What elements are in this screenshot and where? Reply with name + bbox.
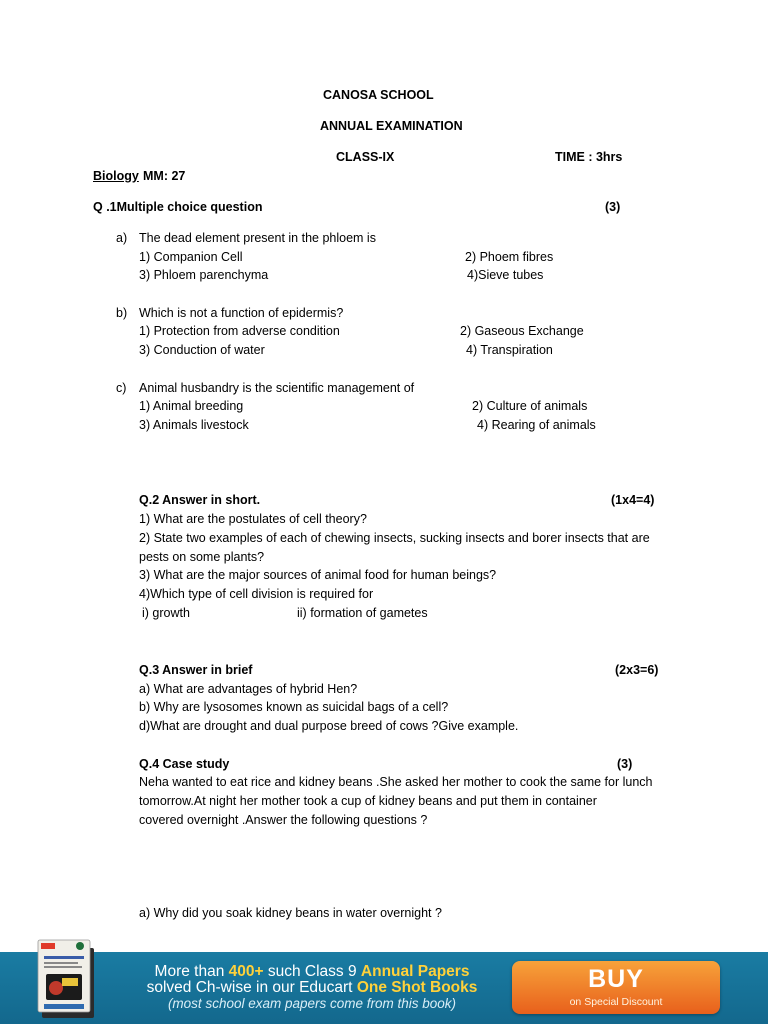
q2-line: 1) What are the postulates of cell theory? xyxy=(139,512,367,526)
time-label: TIME : 3hrs xyxy=(555,150,623,164)
q2-line: 4)Which type of cell division is required for xyxy=(139,587,374,601)
q4-question-a: a) Why did you soak kidney beans in water overnight ? xyxy=(139,906,442,920)
promo-highlight: 400+ xyxy=(228,963,264,980)
promo-text-part: More than xyxy=(154,963,229,980)
q2-line: 2) State two examples of each of chewing insects, sucking insects and borer insects that are xyxy=(139,531,650,545)
q4-title: Q.4 Case study xyxy=(139,757,230,771)
q4-line: tomorrow.At night her mother took a cup of kidney beans and put them in container xyxy=(139,794,597,808)
class-label: CLASS-IX xyxy=(336,150,395,164)
q2-title: Q.2 Answer in short. xyxy=(139,493,261,507)
promo-highlight: One Shot Books xyxy=(356,979,478,997)
q1-title: Q .1Multiple choice question xyxy=(93,200,263,214)
q4-line: Neha wanted to eat rice and kidney beans .She asked her mother to cook the same for lunch xyxy=(139,775,653,789)
promo-text xyxy=(112,964,512,1011)
promo-line-2 xyxy=(112,980,512,996)
q3-title: Q.3 Answer in brief xyxy=(139,663,253,677)
option-4: 4) Rearing of animals xyxy=(477,418,596,432)
buy-label: BUY xyxy=(588,965,644,993)
book-cover-image xyxy=(36,934,108,1020)
option-4: 4)Sieve tubes xyxy=(467,268,544,282)
option-2: 2) Culture of animals xyxy=(472,399,588,413)
option-1: 1) Companion Cell xyxy=(139,250,243,264)
q3-line: d)What are drought and dual purpose breed of cows ?Give example. xyxy=(139,719,519,733)
option-2: 2) Phoem fibres xyxy=(465,250,554,264)
part-letter: c) xyxy=(116,381,127,395)
part-letter: b) xyxy=(116,306,128,320)
q4-line: covered overnight .Answer the following questions ? xyxy=(139,813,428,827)
part-letter: a) xyxy=(116,231,128,245)
q2-sub-growth: i) growth xyxy=(142,606,190,620)
part-question: Animal husbandry is the scientific management of xyxy=(139,381,415,395)
option-2: 2) Gaseous Exchange xyxy=(460,324,584,338)
promo-text-part: solved Ch-wise in our Educart xyxy=(146,979,357,997)
option-3: 3) Conduction of water xyxy=(139,343,265,357)
option-1: 1) Protection from adverse condition xyxy=(139,324,340,338)
q4-marks: (3) xyxy=(617,757,633,771)
exam-title: ANNUAL EXAMINATION xyxy=(320,119,463,133)
buy-button[interactable] xyxy=(512,961,720,1014)
q3-line: b) Why are lysosomes known as suicidal bags of a cell? xyxy=(139,700,449,714)
part-question: Which is not a function of epidermis? xyxy=(139,306,344,320)
option-4: 4) Transpiration xyxy=(466,343,553,357)
q2-line: pests on some plants? xyxy=(139,550,265,564)
q2-sub-gametes: ii) formation of gametes xyxy=(297,606,428,620)
promo-text-part: such Class 9 xyxy=(263,963,361,980)
q1-marks: (3) xyxy=(605,200,621,214)
option-3: 3) Animals livestock xyxy=(139,418,249,432)
promo-line-1 xyxy=(112,964,512,980)
promo-highlight: Annual Papers xyxy=(360,963,470,980)
school-name: CANOSA SCHOOL xyxy=(323,88,434,102)
buy-sublabel: on Special Discount xyxy=(569,996,663,1008)
subject-label: Biology xyxy=(93,169,139,183)
q2-marks: (1x4=4) xyxy=(611,493,655,507)
option-3: 3) Phloem parenchyma xyxy=(139,268,269,282)
max-marks: MM: 27 xyxy=(143,169,186,183)
q3-line: a) What are advantages of hybrid Hen? xyxy=(139,682,358,696)
option-1: 1) Animal breeding xyxy=(139,399,244,413)
promo-line-3: (most school exam papers come from this book) xyxy=(167,995,457,1011)
part-question: The dead element present in the phloem is xyxy=(139,231,376,245)
q3-marks: (2x3=6) xyxy=(615,663,659,677)
q2-line: 3) What are the major sources of animal food for human beings? xyxy=(139,568,497,582)
